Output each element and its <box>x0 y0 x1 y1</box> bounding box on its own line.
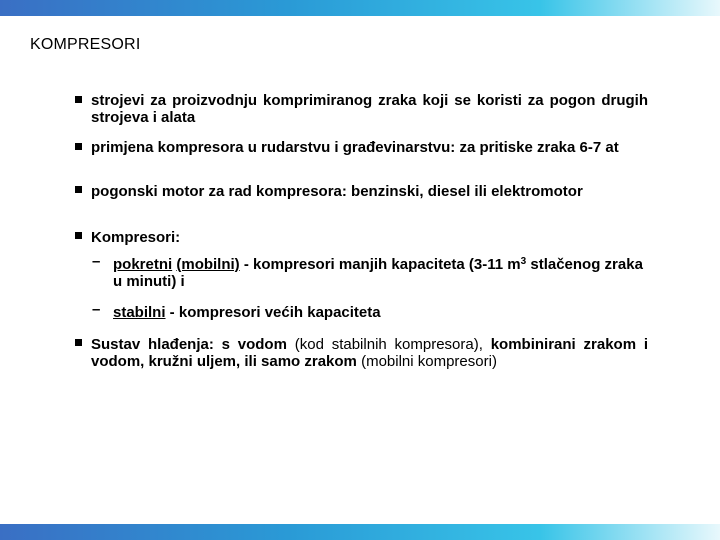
bullet-item-1: strojevi za proizvodnju komprimiranog zraka koji se koristi za pogon drugih strojeva i alata <box>91 92 648 126</box>
cooling-lead: Sustav hlađenja: s vodom <box>91 336 287 353</box>
bullet-square-icon <box>75 142 85 152</box>
bullet-item-2: primjena kompresora u rudarstvu i građevinarstvu: za pritiske zraka 6-7 at <box>91 139 619 156</box>
bottom-gradient-bar <box>0 524 720 540</box>
sub-dash: – <box>92 301 101 318</box>
mobile-label-a: pokretni <box>113 256 173 273</box>
mobile-superscript: 3 <box>520 256 527 267</box>
bullet-square-icon <box>75 185 85 195</box>
cooling-mid: kombinirani zrakom i vodom, kružni uljem, ili samo zrakom <box>91 336 648 370</box>
bullet-item-3: pogonski motor za rad kompresora: benzinski, diesel ili elektromotor <box>91 183 583 200</box>
sub-dash: – <box>92 253 101 270</box>
stationary-label: stabilni <box>113 304 166 321</box>
top-gradient-bar <box>0 0 720 16</box>
bullet-item-cooling <box>91 336 648 370</box>
bullet-item-4: Kompresori: <box>91 229 181 246</box>
sub-item-stationary <box>113 304 648 321</box>
cooling-tail: (mobilni kompresori) <box>356 353 497 370</box>
sub-item-mobile <box>113 256 648 290</box>
bullet-square-icon <box>75 338 85 348</box>
stationary-text: - kompresori većih kapaciteta <box>165 304 381 321</box>
mobile-text-post: stlačenog zraka u minuti) i <box>113 256 643 290</box>
mobile-text-pre: - kompresori manjih kapaciteta (3-11 m <box>239 256 521 273</box>
slide-title: KOMPRESORI <box>30 36 141 53</box>
bullet-square-icon <box>75 95 85 105</box>
cooling-paren: (kod stabilnih kompresora), <box>286 336 491 353</box>
bullet-square-icon <box>75 231 85 241</box>
mobile-label-b: (mobilni) <box>176 256 240 273</box>
